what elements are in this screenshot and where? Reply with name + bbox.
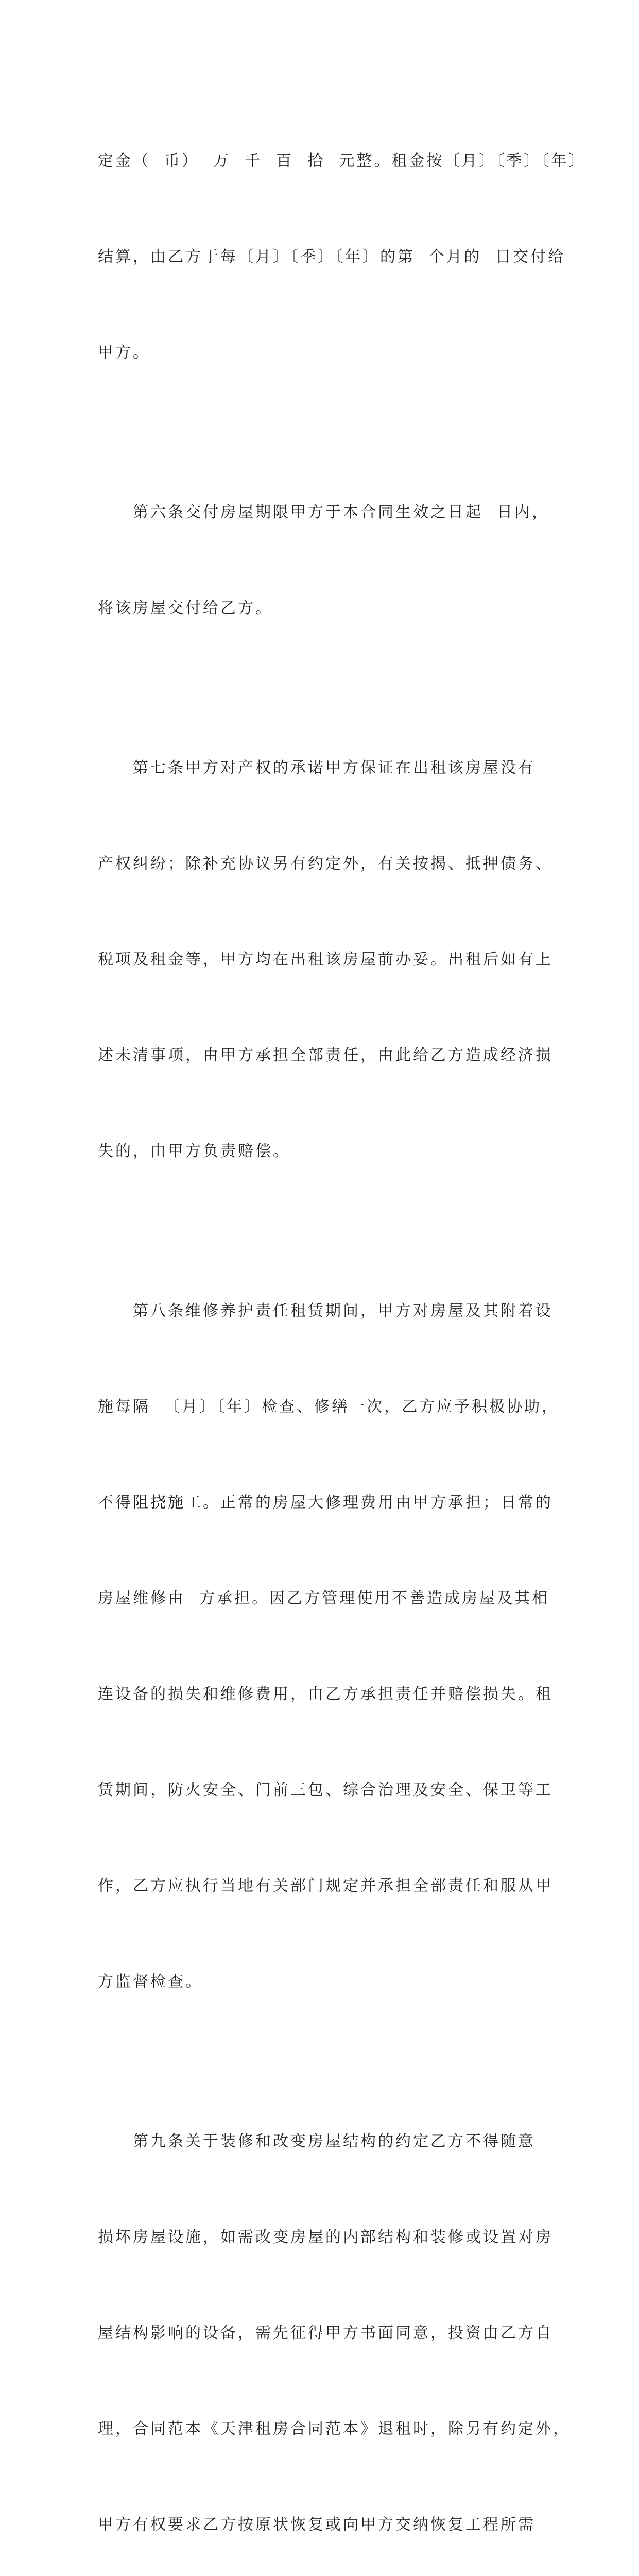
text-line: 定金（ 币） 万 千 百 拾 元整。租金按〔月〕〔季〕〔年〕 [98,152,586,170]
text-line: 赁期间，防火安全、门前三包、综合治理及安全、保卫等工 [98,1781,553,1799]
text-line: 房屋维修由 方承担。因乙方管理使用不善造成房屋及其相 [98,1589,550,1607]
text-line: 连设备的损失和维修费用，由乙方承担责任并赔偿损失。租 [98,1685,553,1703]
text-line: 第八条维修养护责任租赁期间，甲方对房屋及其附着设 [133,1302,553,1320]
text-line: 施每隔 〔月〕〔年〕检查、修缮一次，乙方应予积极协助， [98,1398,560,1416]
paragraph-article-7 [98,688,553,1231]
text-line: 产权纠纷；除补充协议另有约定外，有关按揭、抵押债务、 [98,855,553,873]
text-line: 将该房屋交付给乙方。 [98,599,273,617]
text-line: 述未清事项，由甲方承担全部责任，由此给乙方造成经济损 [98,1046,553,1064]
text-line: 失的，由甲方负责赔偿。 [98,1142,290,1160]
text-line: 不得阻挠施工。正常的房屋大修理费用由甲方承担；日常的 [98,1494,553,1512]
text-line: 甲方有权要求乙方按原状恢复或向甲方交纳恢复工程所需 [98,2516,536,2534]
paragraph-deposit-rent-settlement [98,81,586,433]
text-line: 结算，由乙方于每〔月〕〔季〕〔年〕的第 个月的 日交付给 [98,248,566,266]
paragraph-article-6 [98,433,550,688]
text-line: 损坏房屋设施，如需改变房屋的内部结构和装修或设置对房 [98,2228,553,2246]
paragraph-article-9 [98,2062,571,2576]
text-line: 第九条关于装修和改变房屋结构的约定乙方不得随意 [133,2132,536,2150]
text-line: 甲方。 [98,344,150,362]
text-line: 方监督检查。 [98,1973,203,1991]
contract-body-text [98,81,586,2576]
text-line: 屋结构影响的设备，需先征得甲方书面同意，投资由乙方自 [98,2324,553,2342]
text-line: 理，合同范本《天津租房合同范本》退租时，除另有约定外， [98,2420,571,2438]
text-line: 作，乙方应执行当地有关部门规定并承担全部责任和服从甲 [98,1877,553,1895]
text-line: 第六条交付房屋期限甲方于本合同生效之日起 日内， [133,503,550,521]
text-line: 第七条甲方对产权的承诺甲方保证在出租该房屋没有 [133,759,536,777]
text-line: 税项及租金等，甲方均在出租该房屋前办妥。出租后如有上 [98,951,553,969]
paragraph-article-8 [98,1231,560,2062]
